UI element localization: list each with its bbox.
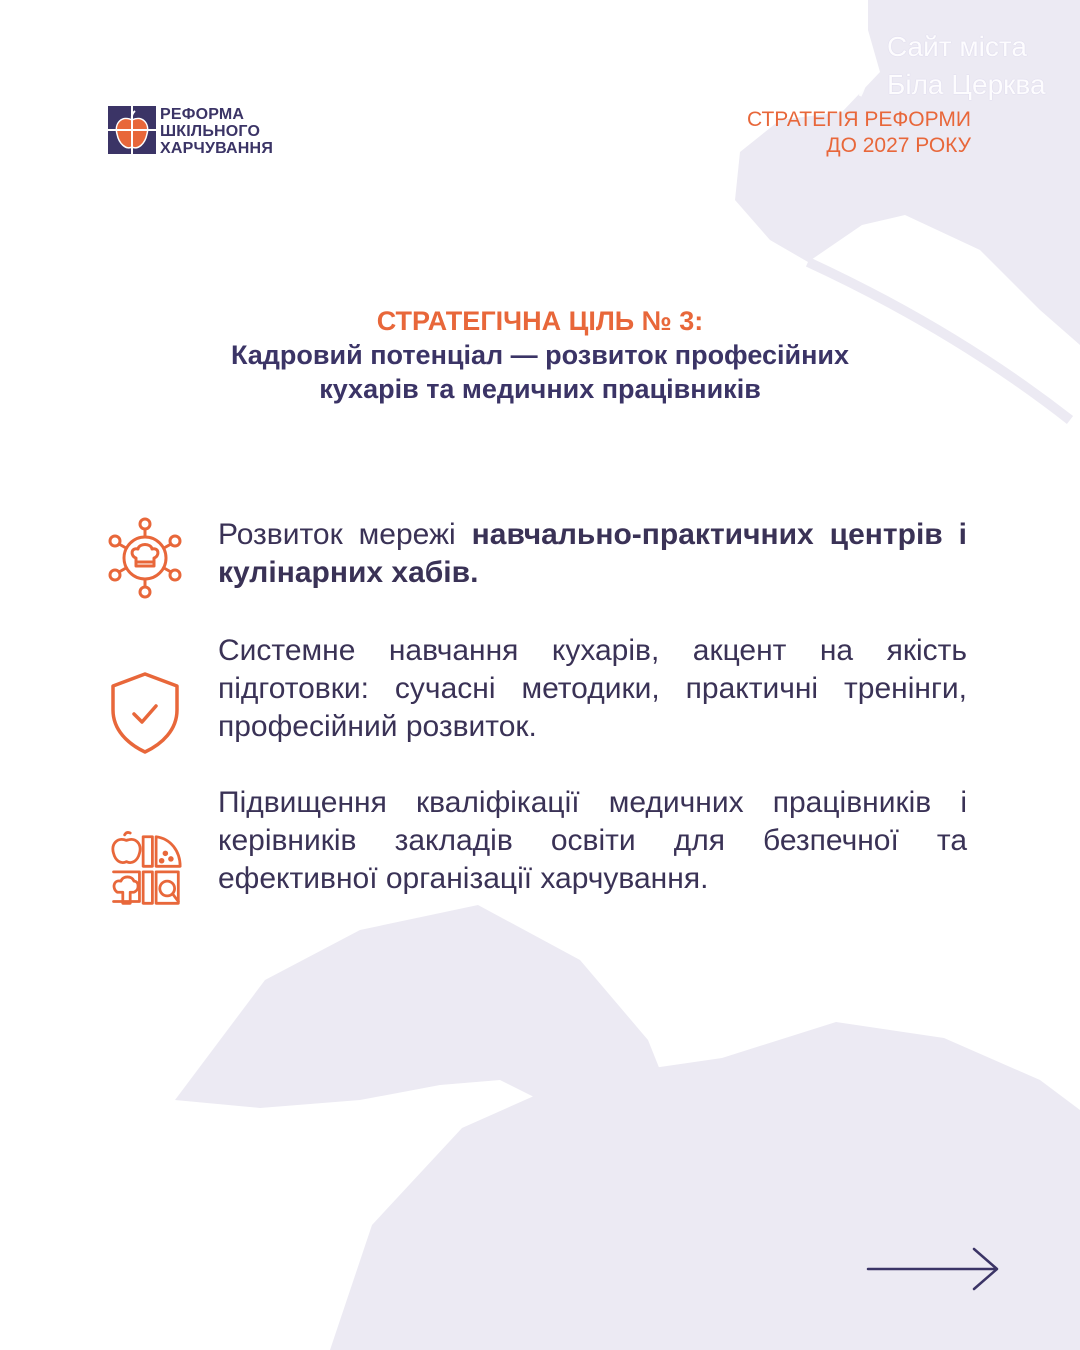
item-text — [218, 516, 967, 592]
goal-title-line1: Кадровий потенціал — розвиток професійних — [230, 340, 850, 370]
item-text: Підвищення кваліфікації медичних працівників і керівників закладів освіти для безпечної та ефективної організації харчування. — [218, 786, 967, 895]
site-watermark — [672, 24, 1072, 102]
logo-line1: РЕФОРМА — [160, 106, 245, 123]
logo-line3: ХАРЧУВАННЯ — [160, 140, 274, 157]
chef-network-icon — [108, 516, 182, 600]
reform-logo-icon — [108, 106, 156, 154]
item-text-bold: навчально-практичних центрів і кулінарних хабів. — [218, 518, 967, 589]
goal-title-line2: кухарів та медичних працівників — [319, 374, 761, 404]
logo-line2: ШКІЛЬНОГО — [160, 123, 261, 140]
goal-heading — [100, 304, 980, 406]
food-groups-icon — [108, 828, 182, 912]
goal-label: СТРАТЕГІЧНА ЦІЛЬ № 3: — [376, 306, 704, 336]
strategy-line1: СТРАТЕГІЯ РЕФОРМИ — [747, 108, 971, 131]
item-text-regular: Розвиток мережі — [218, 518, 472, 551]
strategy-label — [747, 107, 971, 159]
item-text: Системне навчання кухарів, акцент на якість підготовки: сучасні методики, практичні тренінги, професійний розвиток. — [218, 634, 967, 743]
watermark-line1: Сайт міста — [887, 31, 1027, 62]
watermark-line2: Біла Церква — [887, 69, 1046, 100]
reform-logo — [108, 106, 273, 157]
watermark-logo-icon — [672, 24, 882, 102]
next-arrow-icon[interactable] — [866, 1246, 1000, 1292]
shield-check-icon — [108, 670, 182, 754]
strategy-line2: ДО 2027 РОКУ — [826, 134, 971, 157]
